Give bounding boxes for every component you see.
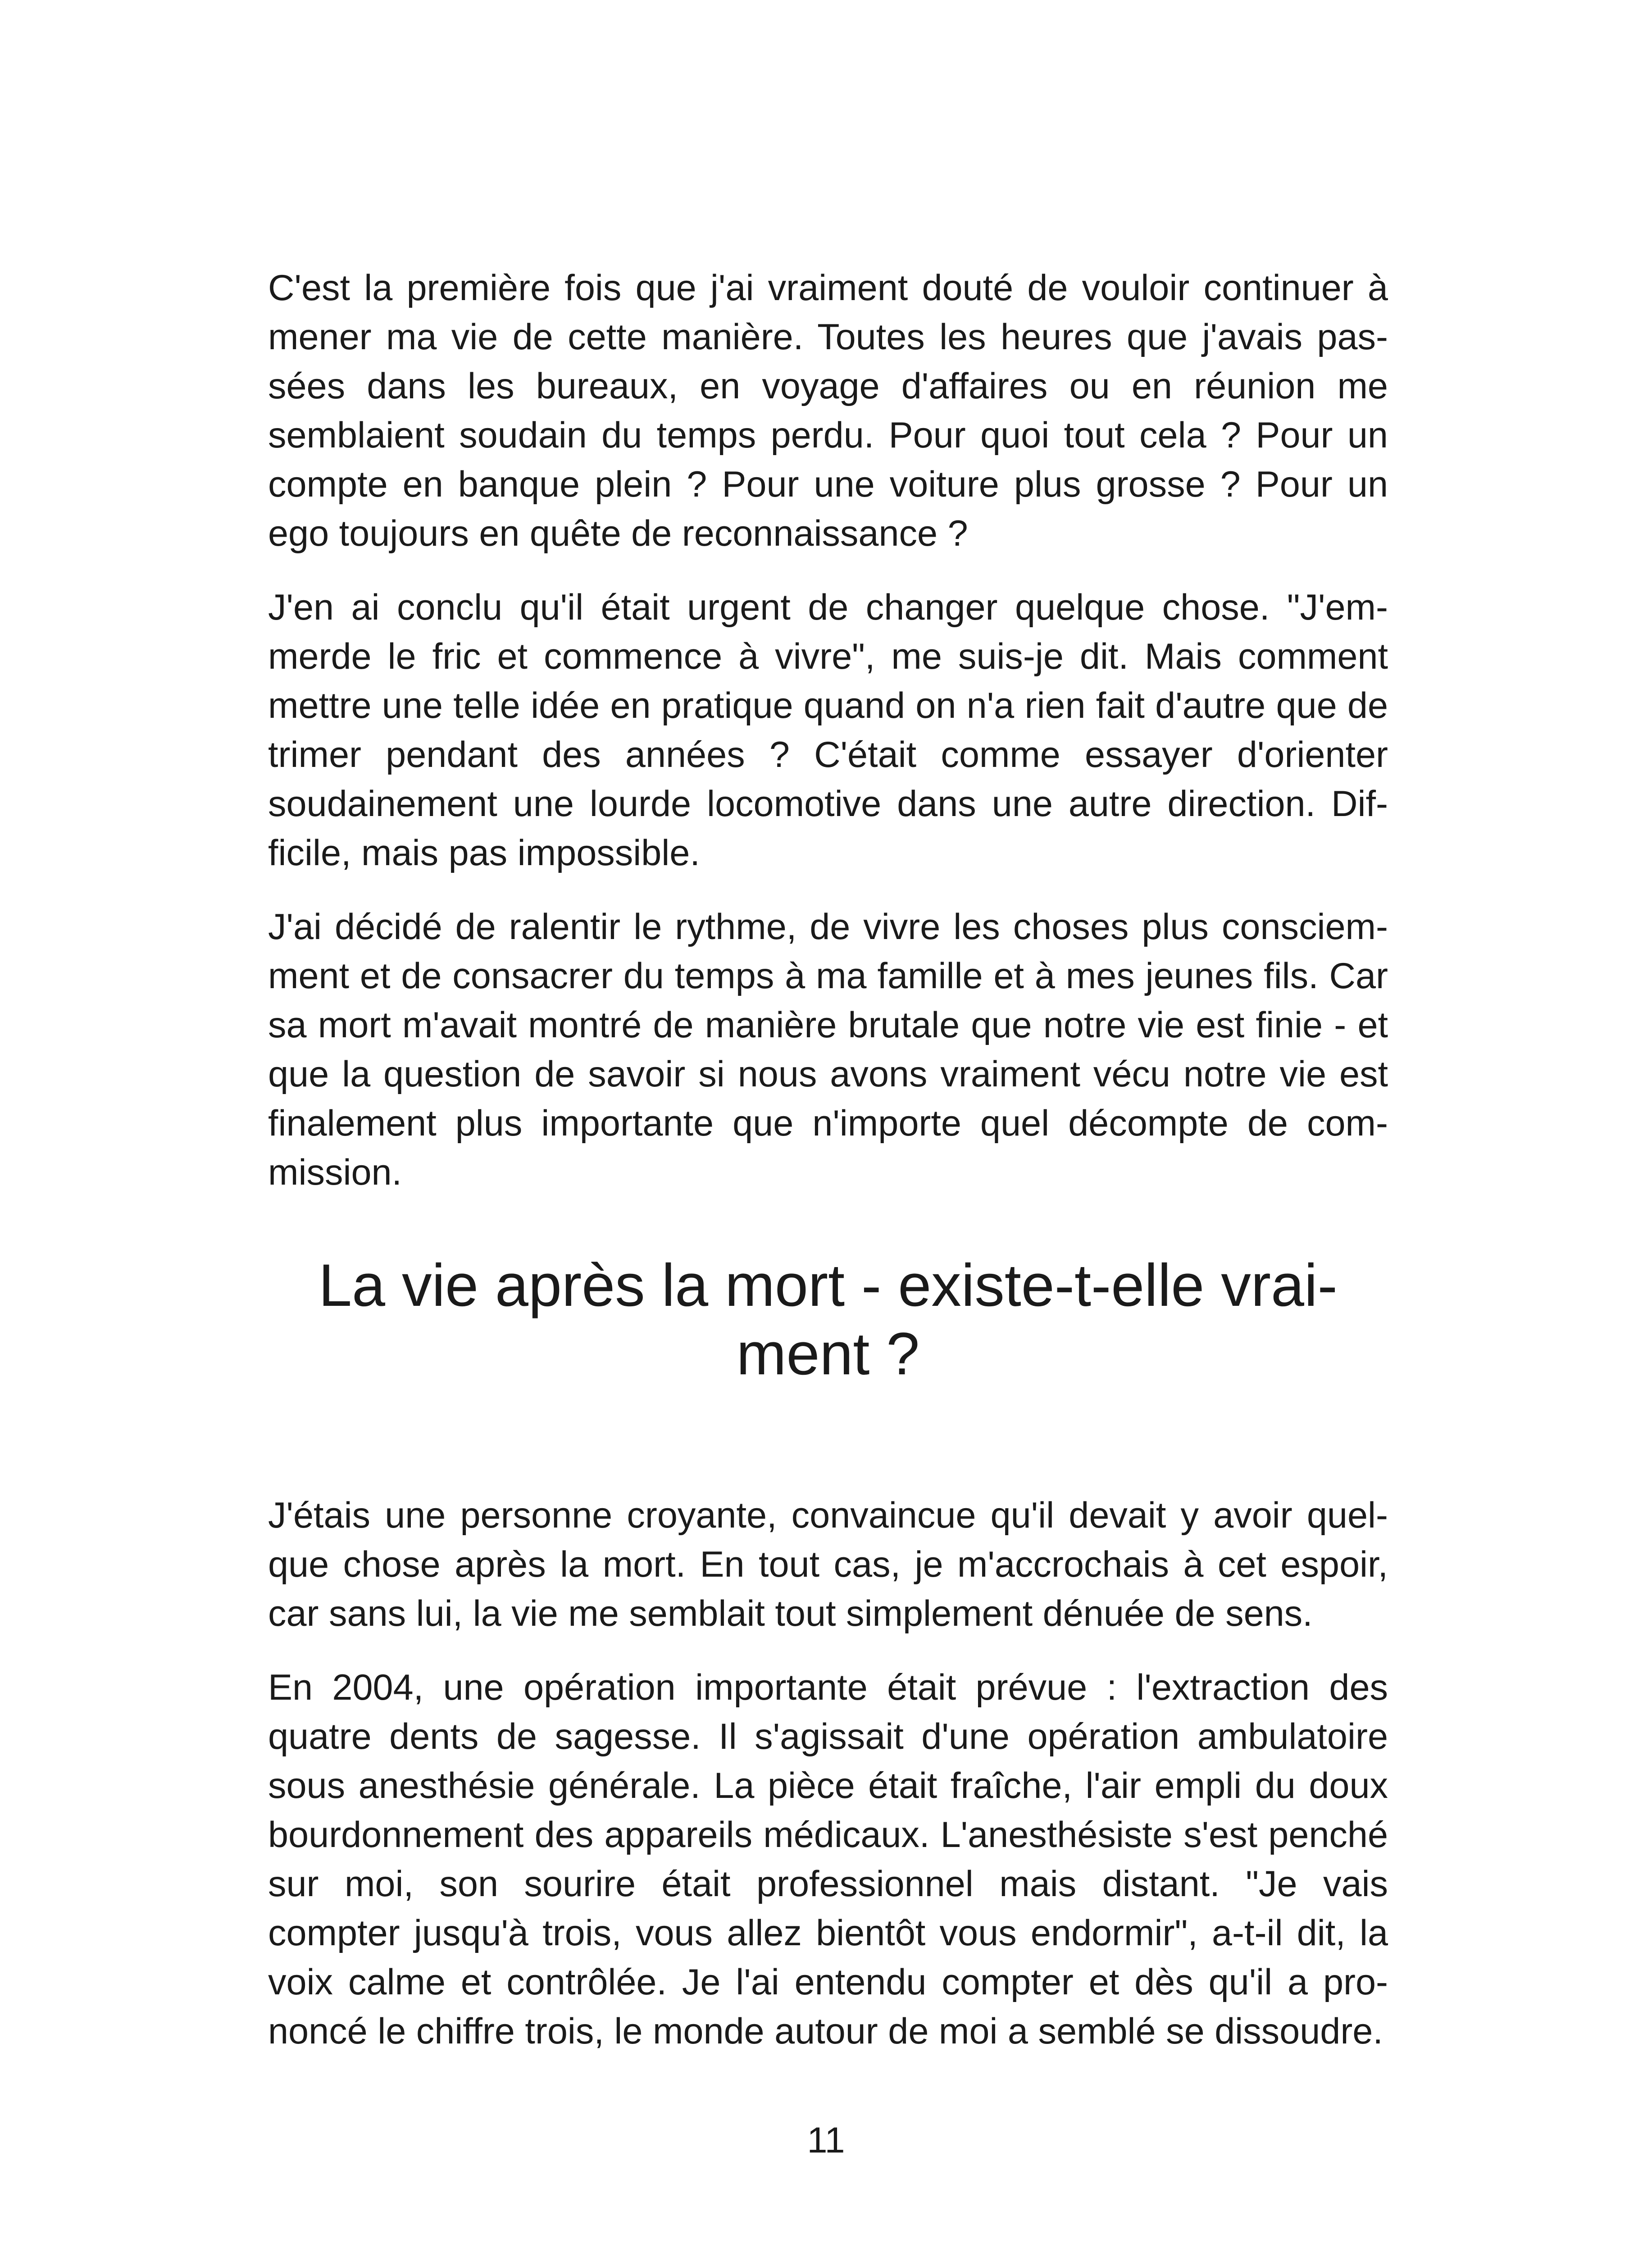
paragraph-belief: J'étais une personne croyante, convaincue qu'il devait y avoir quelque chose après la mort. En tout cas, je m'accrochais à cet espoir, car sans lui, la vie me semblait tout simplement dénuée de sens. [268, 1495, 1388, 1634]
paragraph-decision: J'en ai conclu qu'il était urgent de changer quelque chose. "J'emmerde le fric et commence à vivre", me suis-je dit. Mais comment mettre une telle idée en pratique quand on n'a rien fait d'autre que de trimer pendant des années ? C'était comme essayer d'orienter soudainement une lourde locomotive dans une autre direction. Difficile, mais pas impossible. [268, 587, 1388, 873]
page-number: 11 [807, 2120, 845, 2161]
paragraph-slow-down: J'ai décidé de ralentir le rythme, de vivre les choses plus consciemment et de consacrer du temps à ma famille et à mes jeunes fils. Car sa mort m'avait montré de manière brutale que notre vie est finie - et que la question de savoir si nous avons vraiment vécu notre vie est finalement plus importante que n'importe quel décompte de commission. [268, 907, 1388, 1193]
section-heading: La vie après la mort - existe-t-elle vraiment ? [319, 1252, 1338, 1387]
paragraph-doubt: C'est la première fois que j'ai vraiment douté de vouloir continuer à mener ma vie de cette manière. Toutes les heures que j'avais passées dans les bureaux, en voyage d'affaires ou en réunion me semblaient soudain du temps perdu. Pour quoi tout cela ? Pour un compte en banque plein ? Pour une voiture plus grosse ? Pour un ego toujours en quête de reconnaissance ? [268, 268, 1388, 554]
paragraph-operation: En 2004, une opération importante était prévue : l'extraction des quatre dents de sagesse. Il s'agissait d'une opération ambulatoire sous anesthésie générale. La pièce était fraîche, l'air empli du doux bourdonnement des appareils médicaux. L'anesthésiste s'est penché sur moi, son sourire était professionnel mais distant. "Je vais compter jusqu'à trois, vous allez bientôt vous endormir", a-t-il dit, la voix calme et contrôlée. Je l'ai entendu compter et dès qu'il a prononcé le chiffre trois, le monde autour de moi a semblé se dissoudre. [268, 1667, 1388, 2052]
text-column [268, 264, 1388, 2056]
